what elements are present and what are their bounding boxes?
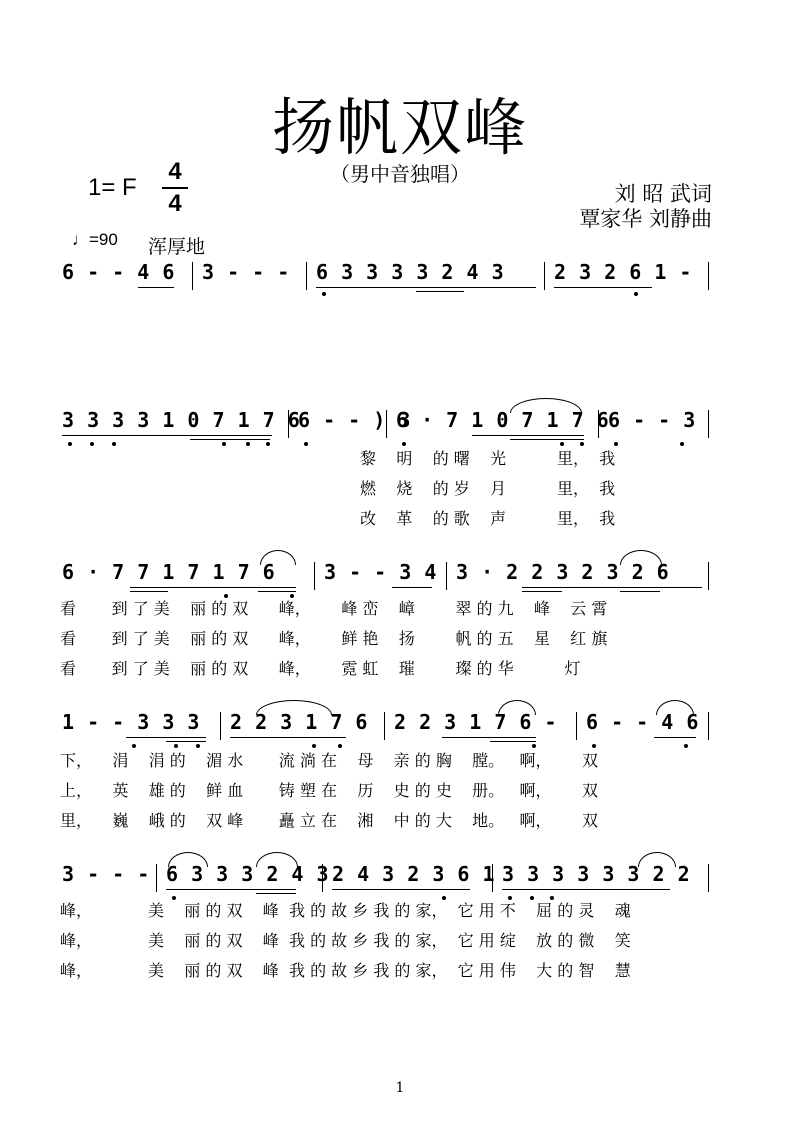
staff-2 (60, 404, 712, 444)
lyric-line: 下， 涓 涓 的 湄 水 流 淌 在 母 亲 的 胸 膛。 啊， 双 (60, 751, 598, 770)
measure: 6 - - 4 6 (586, 710, 699, 734)
lyricist-credit: 刘 昭 武词 (614, 182, 712, 206)
staff-3 (60, 556, 712, 596)
staff-5 (60, 858, 712, 898)
measure: 1 - - 3 3 3 (62, 710, 200, 734)
measure: 6 3 3 3 3 2 4 3 (316, 260, 505, 284)
measure: 6 3 3 3 2 4 3 (166, 862, 330, 886)
measure: 3 3 3 3 3 3 2 2 (502, 862, 691, 886)
time-signature (162, 158, 188, 218)
measure: 3 3 3 3 1 0 7 1 7 6 (62, 408, 301, 432)
lyric-line: 燃 烧 的 岁 月 里， 我 (360, 479, 616, 498)
lyric-line: 上， 英 雄 的 鲜 血 铸 塑 在 历 史 的 史 册。 啊， 双 (60, 781, 598, 800)
composer-credit: 覃家华 刘静曲 (579, 207, 712, 231)
lyric-line: 看 到 了 美 丽 的 双 峰， 霓 虹 璀 璨 的 华 灯 (60, 659, 581, 678)
time-signature-bottom: 4 (168, 190, 182, 217)
lyric-line: 峰， 美 丽 的 双 峰 我 的 故 乡 我 的 家， 它 用 不 屈 的 灵 魂 (60, 901, 631, 920)
time-signature-top: 4 (168, 158, 182, 185)
measure: 2 3 2 6 1 - (554, 260, 692, 284)
lyric-line: 黎 明 的 曙 光 里， 我 (360, 449, 616, 468)
measure: 2 2 3 1 7 6 (230, 710, 368, 734)
lyric-line: 看 到 了 美 丽 的 双 峰， 峰 峦 嶂 翠 的 九 峰 云 霄 (60, 599, 608, 618)
measure: 6 - - 4 6 (62, 260, 175, 284)
lyric-line: 改 革 的 歌 声 里， 我 (360, 509, 616, 528)
lyric-line: 里， 巍 峨 的 双 峰 矗 立 在 湘 中 的 大 地。 啊， 双 (60, 811, 598, 830)
expression-marking: 浑厚地 (148, 236, 206, 258)
measure: 2 4 3 2 3 6 1 (332, 862, 496, 886)
staff-1 (60, 256, 712, 296)
measure: 6 - - 3 (608, 408, 696, 432)
key-signature: 1= F (88, 174, 137, 201)
song-subtitle: （男中音独唱） (330, 162, 470, 186)
tempo-marking: ♩=90 (72, 230, 118, 249)
measure: 6 - - ) 3 (298, 408, 411, 432)
lyric-line: 峰， 美 丽 的 双 峰 我 的 故 乡 我 的 家， 它 用 伟 大 的 智 慧 (60, 961, 631, 980)
lyric-line: 峰， 美 丽 的 双 峰 我 的 故 乡 我 的 家， 它 用 绽 放 的 微 笑 (60, 931, 631, 950)
measure: 6 · 7 7 1 7 1 7 6 (62, 560, 276, 584)
measure: 3 - - - (62, 862, 150, 886)
staff-4 (60, 706, 712, 746)
measure: 3 · 2 2 3 2 3 2 6 (456, 560, 670, 584)
measure: 3 - - 3 4 (324, 560, 437, 584)
measure: 2 2 3 1 7 6 - (394, 710, 558, 734)
measure: 3 - - - (202, 260, 290, 284)
lyric-line: 看 到 了 美 丽 的 双 峰， 鲜 艳 扬 帆 的 五 星 红 旗 (60, 629, 608, 648)
measure: 6 · 7 1 0 7 1 7 6 (396, 408, 610, 432)
page-number: 1 (395, 1080, 405, 1096)
song-title: 扬帆双峰 (271, 91, 528, 164)
